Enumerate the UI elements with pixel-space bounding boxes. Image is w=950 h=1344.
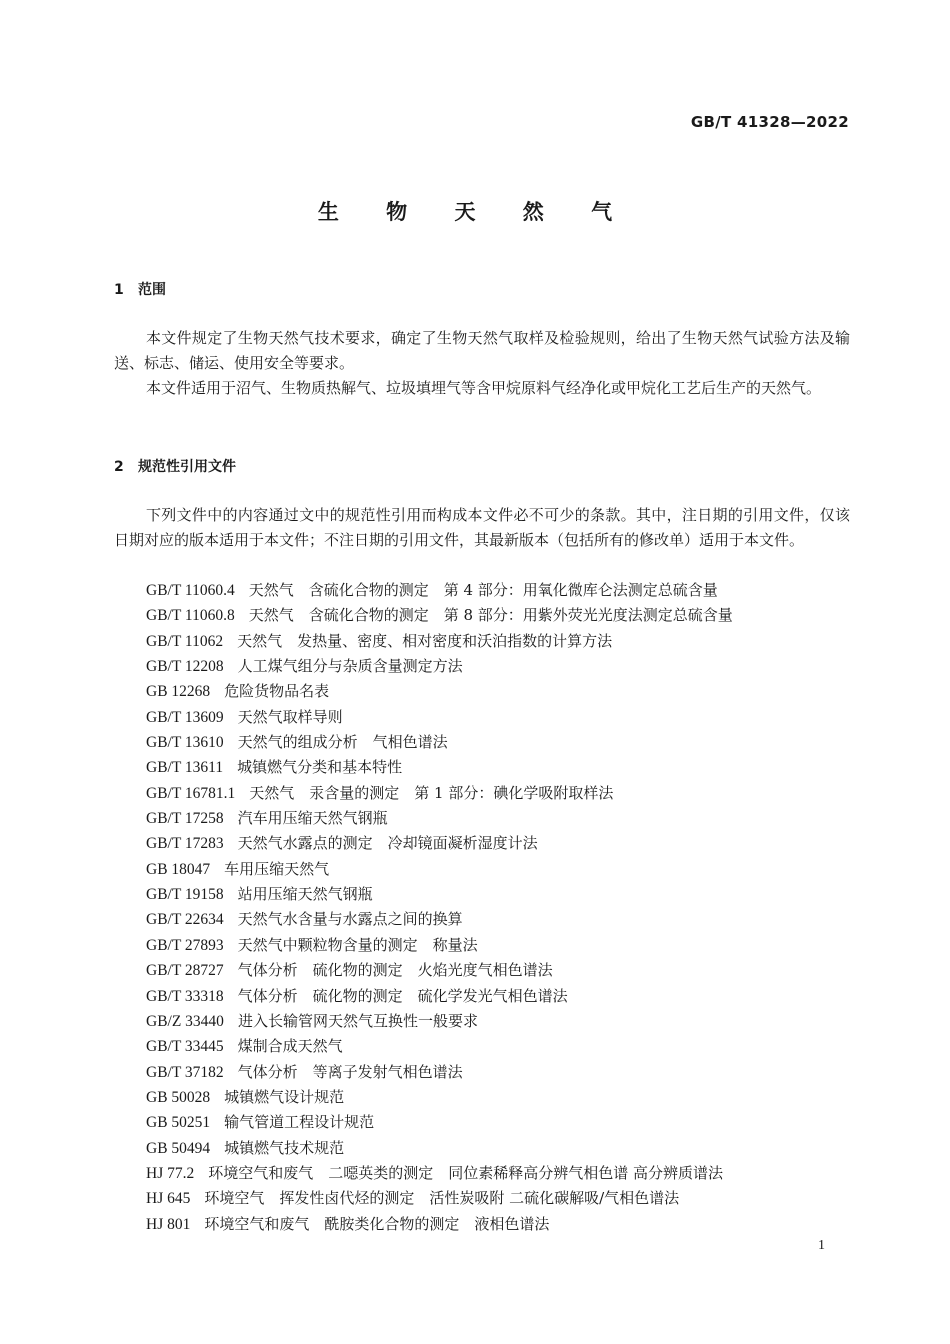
reference-title: 环境空气和废气 二噁英类的测定 同位素稀释高分辨气相色谱 高分辨质谱法	[208, 1163, 724, 1182]
reference-item	[146, 882, 856, 907]
reference-code: GB/T 11060.4	[146, 582, 235, 599]
page-number: 1	[818, 1238, 825, 1253]
reference-code: HJ 77.2	[146, 1164, 195, 1182]
reference-item	[146, 933, 856, 958]
standard-number: GB/T 41328—2022	[690, 113, 849, 131]
reference-item	[146, 1212, 856, 1237]
reference-item	[146, 730, 856, 755]
reference-item	[146, 1136, 856, 1161]
reference-title: 站用压缩天然气钢瓶	[237, 885, 373, 904]
reference-title: 城镇燃气分类和基本特性	[237, 758, 403, 777]
reference-title: 天然气水含量与水露点之间的换算	[237, 910, 463, 929]
reference-item	[146, 1085, 856, 1110]
reference-title: 环境空气和废气 酰胺类化合物的测定 液相色谱法	[204, 1214, 550, 1233]
reference-code: GB/T 22634	[146, 911, 224, 929]
reference-title: 天然气的组成分析 气相色谱法	[237, 733, 448, 752]
reference-code: HJ 645	[146, 1190, 191, 1208]
reference-item	[146, 806, 856, 831]
reference-code: GB 18047	[146, 860, 211, 878]
reference-list	[146, 578, 856, 1237]
reference-title: 天然气取样导则	[237, 707, 343, 726]
reference-item	[146, 654, 856, 679]
reference-title: 城镇燃气技术规范	[224, 1138, 345, 1157]
reference-title: 气体分析 等离子发射气相色谱法	[237, 1062, 463, 1081]
section-number: 2	[114, 459, 124, 475]
reference-title: 汽车用压缩天然气钢瓶	[237, 809, 388, 828]
reference-code: GB/T 16781.1	[146, 784, 236, 802]
reference-code: GB/T 28727	[146, 962, 224, 980]
reference-code: GB/T 17283	[146, 835, 224, 853]
section-heading-normative-references	[114, 456, 236, 476]
reference-title: 进入长输管网天然气互换性一般要求	[237, 1011, 478, 1030]
reference-item	[146, 705, 856, 730]
reference-item	[146, 907, 856, 932]
reference-title: 城镇燃气设计规范	[224, 1087, 345, 1106]
references-intro-paragraph: 下列文件中的内容通过文中的规范性引用而构成本文件必不可少的条款。其中，注日期的引用文件，仅该日期对应的版本适用于本文件；不注日期的引用文件，其最新版本（包括所有的修改单）适用于本文件。	[114, 506, 850, 549]
reference-code: GB 50251	[146, 1114, 211, 1132]
document-title: 生 物 天 然 气	[317, 200, 633, 224]
reference-code: GB/T 27893	[146, 936, 224, 954]
reference-item	[146, 629, 856, 654]
reference-title: 人工煤气组分与杂质含量测定方法	[237, 657, 463, 676]
reference-item	[146, 781, 856, 806]
reference-code: GB/T 13611	[146, 759, 224, 777]
reference-code: GB/Z 33440	[146, 1012, 224, 1030]
reference-item	[146, 857, 856, 882]
reference-title: 天然气中颗粒物含量的测定 称量法	[237, 935, 478, 954]
reference-code: GB/T 19158	[146, 886, 224, 904]
reference-item	[146, 1034, 856, 1059]
section-title: 规范性引用文件	[138, 459, 236, 475]
reference-title: 煤制合成天然气	[237, 1037, 343, 1056]
reference-code: GB/T 11062	[146, 632, 224, 650]
reference-code: GB/T 12208	[146, 658, 224, 676]
scope-paragraph-1: 本文件规定了生物天然气技术要求，确定了生物天然气取样及检验规则，给出了生物天然气试验方法及输送、标志、储运、使用安全等要求。	[114, 329, 850, 372]
reference-code: GB 50494	[146, 1139, 211, 1157]
section-number: 1	[114, 282, 124, 298]
reference-title: 输气管道工程设计规范	[224, 1113, 375, 1132]
reference-title: 危险货物品名表	[224, 682, 330, 701]
reference-code: GB/T 37182	[146, 1063, 224, 1081]
reference-code: GB/T 33318	[146, 987, 224, 1005]
reference-title: 环境空气 挥发性卤代烃的测定 活性炭吸附 二硫化碳解吸/气相色谱法	[204, 1189, 680, 1208]
section-title: 范围	[138, 282, 166, 298]
reference-item	[146, 831, 856, 856]
reference-title: 天然气 含硫化合物的测定 第 4 部分：用氧化微库仑法测定总硫含量	[248, 581, 718, 599]
reference-title: 天然气 发热量、密度、相对密度和沃泊指数的计算方法	[237, 631, 613, 650]
reference-item	[146, 603, 856, 628]
reference-code: GB/T 17258	[146, 810, 224, 828]
reference-item	[146, 1110, 856, 1135]
reference-code: GB/T 11060.8	[146, 607, 235, 625]
reference-item	[146, 1161, 856, 1186]
reference-item	[146, 1060, 856, 1085]
reference-item	[146, 984, 856, 1009]
reference-code: GB/T 13609	[146, 708, 224, 726]
reference-item	[146, 1186, 856, 1211]
reference-item	[146, 578, 856, 603]
reference-item	[146, 958, 856, 983]
reference-title: 天然气 含硫化合物的测定 第 8 部分：用紫外荧光光度法测定总硫含量	[248, 606, 733, 625]
reference-title: 气体分析 硫化物的测定 硫化学发光气相色谱法	[237, 986, 568, 1005]
reference-title: 车用压缩天然气	[224, 859, 330, 878]
reference-code: GB 12268	[146, 683, 211, 701]
reference-code: GB/T 33445	[146, 1038, 224, 1056]
section-heading-scope	[114, 279, 166, 299]
reference-title: 气体分析 硫化物的测定 火焰光度气相色谱法	[237, 961, 553, 980]
reference-code: HJ 801	[146, 1215, 191, 1233]
scope-paragraph-2: 本文件适用于沼气、生物质热解气、垃圾填埋气等含甲烷原料气经净化或甲烷化工艺后生产的天然气。	[146, 379, 822, 397]
reference-code: GB/T 13610	[146, 734, 224, 752]
reference-title: 天然气水露点的测定 冷却镜面凝析湿度计法	[237, 834, 538, 853]
reference-item	[146, 755, 856, 780]
reference-code: GB 50028	[146, 1088, 211, 1106]
reference-title: 天然气 汞含量的测定 第 1 部分：碘化学吸附取样法	[249, 783, 614, 802]
reference-item	[146, 1009, 856, 1034]
reference-item	[146, 679, 856, 704]
